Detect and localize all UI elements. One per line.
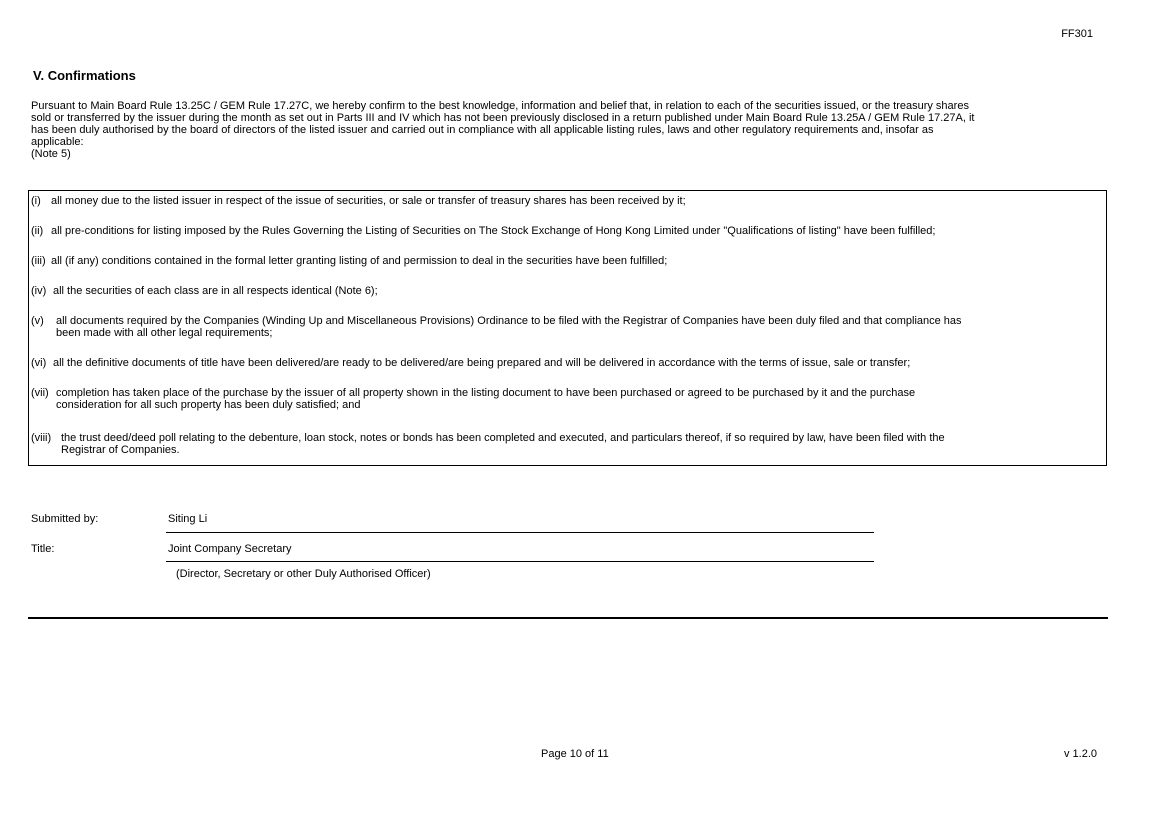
confirmation-number: (i) [31,195,41,207]
confirmation-text-continued: been made with all other legal requirements; [56,327,273,339]
confirmations-box [28,190,1107,466]
intro-line: sold or transferred by the issuer during the month as set out in Parts III and IV which has not been previously disclosed in a return published under Main Board Rule 13.25A / GEM Rule 17.27A, it [31,112,975,124]
confirmation-item [31,387,1091,411]
confirmation-number: (vii) [31,387,49,399]
version-label: v 1.2.0 [1063,748,1097,760]
intro-line: has been duly authorised by the board of directors of the listed issuer and carried out in compliance with all applicable listing rules, laws and other regulatory requirements and, insofar as [31,124,934,136]
intro-line: Pursuant to Main Board Rule 13.25C / GEM Rule 17.27C, we hereby confirm to the best knowledge, information and belief that, in relation to each of the securities issued, or the treasury shares [31,100,969,112]
intro-line: applicable: [31,136,84,148]
title-value: Joint Company Secretary [168,543,292,555]
submitted-by-underline [166,532,874,533]
confirmation-text: all pre-conditions for listing imposed by the Rules Governing the Listing of Securities on The Stock Exchange of Hong Kong Limited under "Qualifications of listing" have been fulfilled; [51,225,936,237]
confirmation-text: the trust deed/deed poll relating to the debenture, loan stock, notes or bonds has been completed and executed, and particulars thereof, if so required by law, have been filed with the [61,432,945,444]
confirmation-text: completion has taken place of the purchase by the issuer of all property shown in the listing document to have been purchased or agreed to be purchased by it and the purchase [56,387,916,399]
confirmation-text: all money due to the listed issuer in respect of the issue of securities, or sale or transfer of treasury shares has been received by it; [51,195,686,207]
submitted-by-label: Submitted by: [31,513,99,525]
form-code: FF301 [1061,28,1093,40]
confirmation-item [31,255,1091,267]
intro-paragraph [31,100,1101,160]
submitted-by-value: Siting Li [168,513,208,525]
signatory-note: (Director, Secretary or other Duly Authorised Officer) [176,568,431,580]
confirmation-text: all (if any) conditions contained in the formal letter granting listing of and permission to deal in the securities have been fulfilled; [51,255,668,267]
confirmation-text-continued: consideration for all such property has been duly satisfied; and [56,399,361,411]
intro-line: (Note 5) [31,148,71,160]
confirmation-number: (viii) [31,432,52,444]
confirmation-number: (ii) [31,225,44,237]
confirmation-item [31,195,1091,207]
title-underline [166,561,874,562]
confirmation-number: (v) [31,315,44,327]
section-title: V. Confirmations [33,68,136,83]
confirmation-text: all the securities of each class are in all respects identical (Note 6); [53,285,378,297]
confirmation-text: all documents required by the Companies (Winding Up and Miscellaneous Provisions) Ordinance to be filed with the Registrar of Companies have been duly filed and that compliance has [56,315,962,327]
confirmation-item [31,432,1091,456]
section-divider [28,617,1108,619]
confirmation-item [31,285,1091,297]
confirmation-text: all the definitive documents of title have been delivered/are ready to be delivered/are being prepared and will be delivered in accordance with the terms of issue, sale or transfer; [53,357,911,369]
confirmation-number: (iii) [31,255,46,267]
page-number: Page 10 of 11 [541,748,609,760]
confirmation-text-continued: Registrar of Companies. [61,444,180,456]
confirmation-number: (iv) [31,285,47,297]
confirmation-item [31,357,1091,369]
title-label: Title: [31,543,55,555]
confirmation-item [31,315,1091,339]
confirmation-item [31,225,1091,237]
confirmation-number: (vi) [31,357,47,369]
